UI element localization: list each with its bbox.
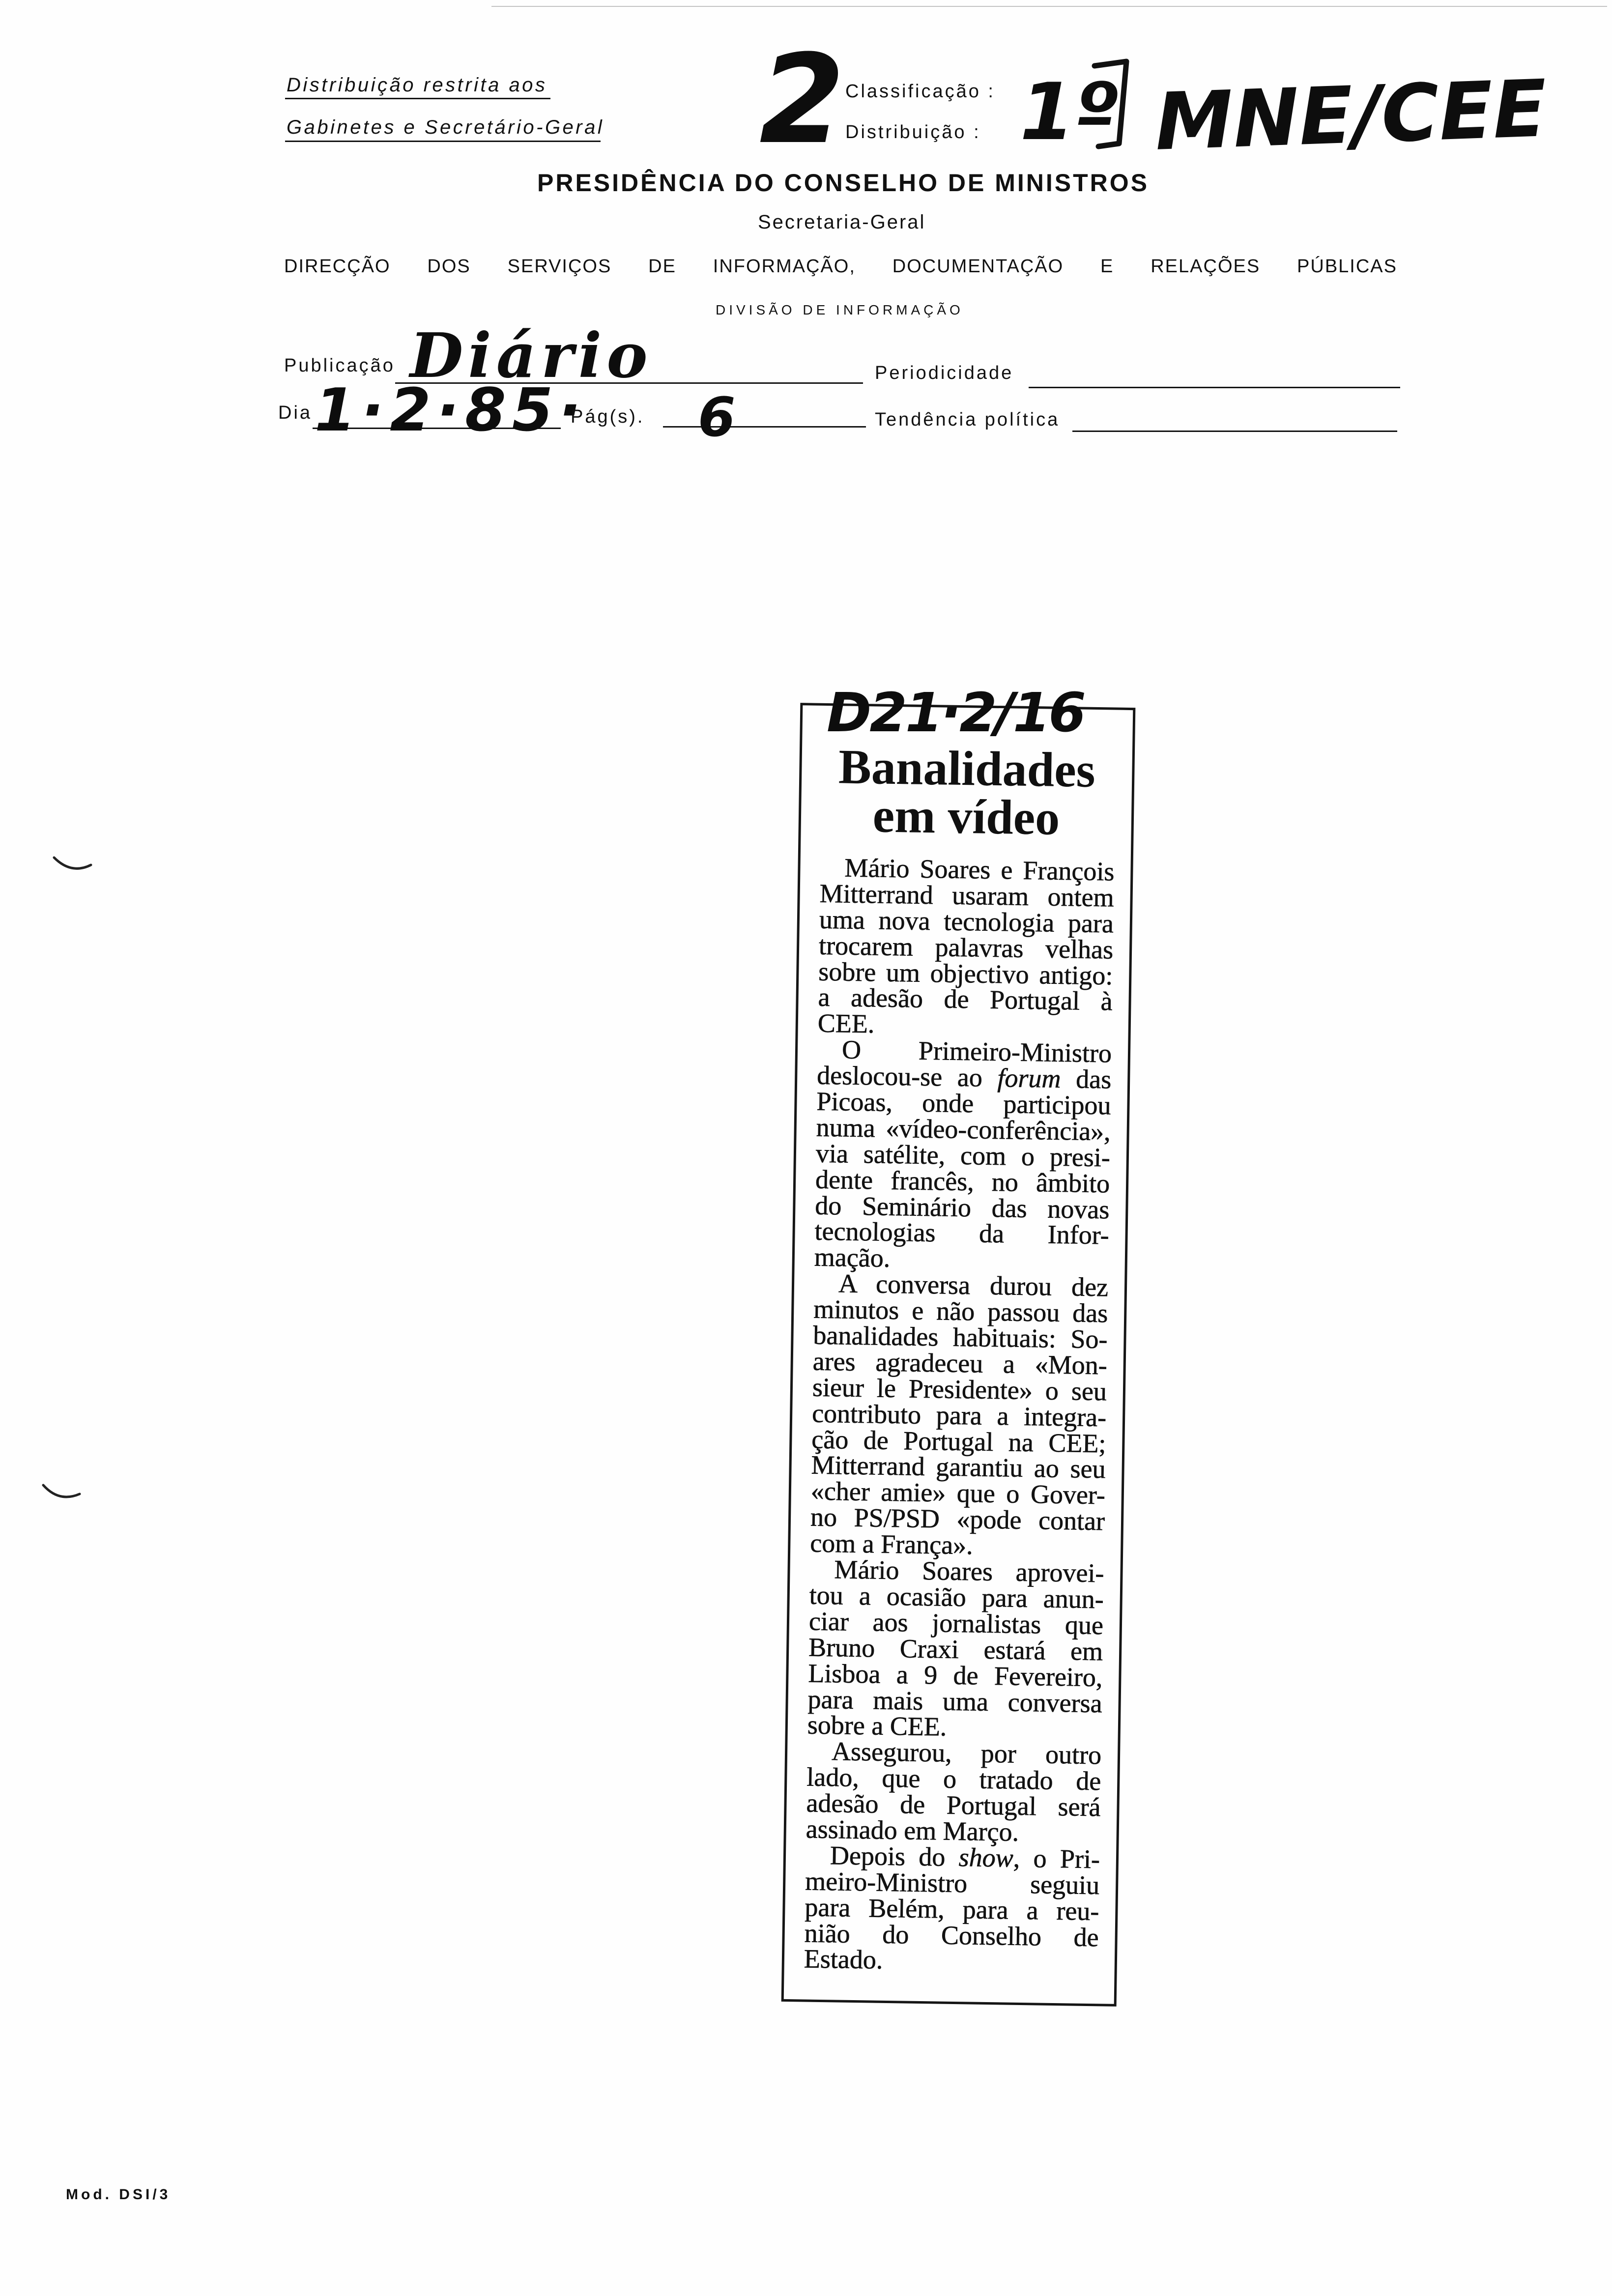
distribuicao-label: Distribuição : bbox=[845, 122, 981, 143]
article-line: Assegurou, por outro bbox=[831, 1736, 1102, 1770]
department-name: Secretaria-Geral bbox=[758, 211, 926, 233]
restriction-underline-1 bbox=[285, 98, 550, 99]
article-line: dente francês, no âmbito bbox=[815, 1164, 1110, 1199]
article-line: A conversa durou dez bbox=[838, 1268, 1109, 1302]
pags-handwritten-value: 6 bbox=[698, 386, 736, 449]
article-line: Mário Soares aprovei- bbox=[834, 1554, 1104, 1588]
form-code: Mod. DSI/3 bbox=[66, 2186, 171, 2203]
article-line: CEE. bbox=[817, 1008, 875, 1039]
article-line: Mitterrand garantiu ao seu bbox=[811, 1450, 1106, 1484]
classificacao-label: Classificação : bbox=[845, 81, 995, 102]
pags-line bbox=[663, 426, 866, 428]
restriction-notice-line-2: Gabinetes e Secretário-Geral bbox=[287, 116, 604, 138]
article-headline-line-1: Banalidades bbox=[838, 739, 1096, 798]
handwritten-routing: MNE/CEE bbox=[1153, 62, 1548, 168]
article-line: para mais uma conversa bbox=[807, 1684, 1103, 1718]
article-line: «cher amie» que o Gover- bbox=[810, 1476, 1106, 1510]
article-line: sobre um objectivo antigo: bbox=[818, 956, 1113, 991]
dia-label: Dia bbox=[278, 402, 313, 423]
dia-handwritten-value: 1·2·85· bbox=[315, 376, 587, 445]
article-line: ciar aos jornalistas que bbox=[808, 1606, 1104, 1640]
article-line: via satélite, com o presi- bbox=[815, 1138, 1111, 1173]
periodicidade-label: Periodicidade bbox=[875, 363, 1014, 383]
article-body bbox=[804, 855, 1115, 1977]
handwritten-classificacao: 1º bbox=[1020, 66, 1119, 158]
article-line: com a França». bbox=[809, 1528, 974, 1560]
article-line: para Belém, para a reu- bbox=[805, 1892, 1099, 1926]
article-line: adesão de Portugal será bbox=[806, 1788, 1101, 1822]
publicacao-label: Publicação bbox=[284, 355, 395, 376]
directorate-name: DIRECÇÃO DOS SERVIÇOS DE INFORMAÇÃO, DOCUMENTAÇÃO E RELAÇÕES PÚBLICAS bbox=[284, 256, 1397, 277]
article-line: contributo para a integra- bbox=[811, 1398, 1107, 1433]
article-headline-line-2: em vídeo bbox=[872, 788, 1061, 845]
handwritten-copy-number: 2 bbox=[759, 28, 845, 171]
scan-mark bbox=[39, 1479, 88, 1509]
handwritten-bracket-mark bbox=[1086, 54, 1140, 152]
article-line: sieur le Presidente» o seu bbox=[812, 1372, 1107, 1406]
article-line: banalidades habituais: So- bbox=[813, 1320, 1108, 1354]
division-name: DIVISÃO DE INFORMAÇÃO bbox=[716, 302, 964, 317]
article-line: no PS/PSD «pode contar bbox=[810, 1502, 1105, 1536]
article-line: meiro-Ministro seguiu bbox=[805, 1866, 1100, 1900]
article-line: mação. bbox=[814, 1242, 891, 1273]
article-line: tecnologias da Infor- bbox=[814, 1216, 1110, 1250]
organization-title: PRESIDÊNCIA DO CONSELHO DE MINISTROS bbox=[537, 169, 1150, 197]
restriction-underline-2 bbox=[285, 141, 601, 142]
italic-word: show bbox=[958, 1842, 1014, 1873]
tendencia-label: Tendência política bbox=[875, 409, 1060, 430]
article-line: Bruno Craxi estará em bbox=[808, 1632, 1103, 1666]
article-line: do Seminário das novas bbox=[814, 1190, 1110, 1225]
article-line: uma nova tecnologia para bbox=[819, 904, 1114, 939]
archive-handwritten-mark: D21·2/16 bbox=[827, 681, 1084, 744]
article-line: tou a ocasião para anun- bbox=[809, 1580, 1104, 1614]
scan-mark bbox=[49, 850, 98, 880]
article-line: nião do Conselho de bbox=[804, 1918, 1099, 1952]
article-line: minutos e não passou das bbox=[813, 1294, 1108, 1328]
article-line: ares agradeceu a «Mon- bbox=[812, 1346, 1108, 1380]
article-line: O Primeiro-Ministro bbox=[841, 1034, 1112, 1068]
article-line: trocarem palavras velhas bbox=[818, 930, 1114, 965]
article-line: Mitterrand usaram ontem bbox=[819, 878, 1115, 913]
italic-word: forum bbox=[997, 1063, 1062, 1094]
article-line: Lisboa a 9 de Fevereiro, bbox=[808, 1658, 1103, 1692]
article-line: ção de Portugal na CEE; bbox=[811, 1424, 1106, 1459]
pags-label: Pág(s). bbox=[571, 406, 645, 427]
article-line: numa «vídeo-conferência», bbox=[816, 1112, 1111, 1147]
article-line: Estado. bbox=[804, 1944, 883, 1975]
tendencia-line bbox=[1072, 430, 1397, 432]
scan-edge-line bbox=[491, 6, 1607, 7]
newspaper-clipping bbox=[781, 703, 1136, 2007]
article-line: Mário Soares e François bbox=[844, 853, 1115, 887]
article-line: Depois do show, o Pri- bbox=[830, 1840, 1100, 1874]
article-line: Picoas, onde participou bbox=[816, 1086, 1111, 1120]
periodicidade-line bbox=[1029, 387, 1400, 388]
article-line: deslocou-se ao forum das bbox=[816, 1060, 1112, 1094]
article-line: assinado em Março. bbox=[806, 1814, 1019, 1847]
restriction-notice-line-1: Distribuição restrita aos bbox=[287, 74, 547, 96]
publicacao-handwritten-value: Diário bbox=[410, 320, 653, 392]
article-line: sobre a CEE. bbox=[807, 1710, 947, 1742]
article-line: lado, que o tratado de bbox=[806, 1762, 1101, 1796]
article-line: a adesão de Portugal à bbox=[818, 982, 1113, 1016]
article-headline bbox=[801, 739, 1132, 845]
